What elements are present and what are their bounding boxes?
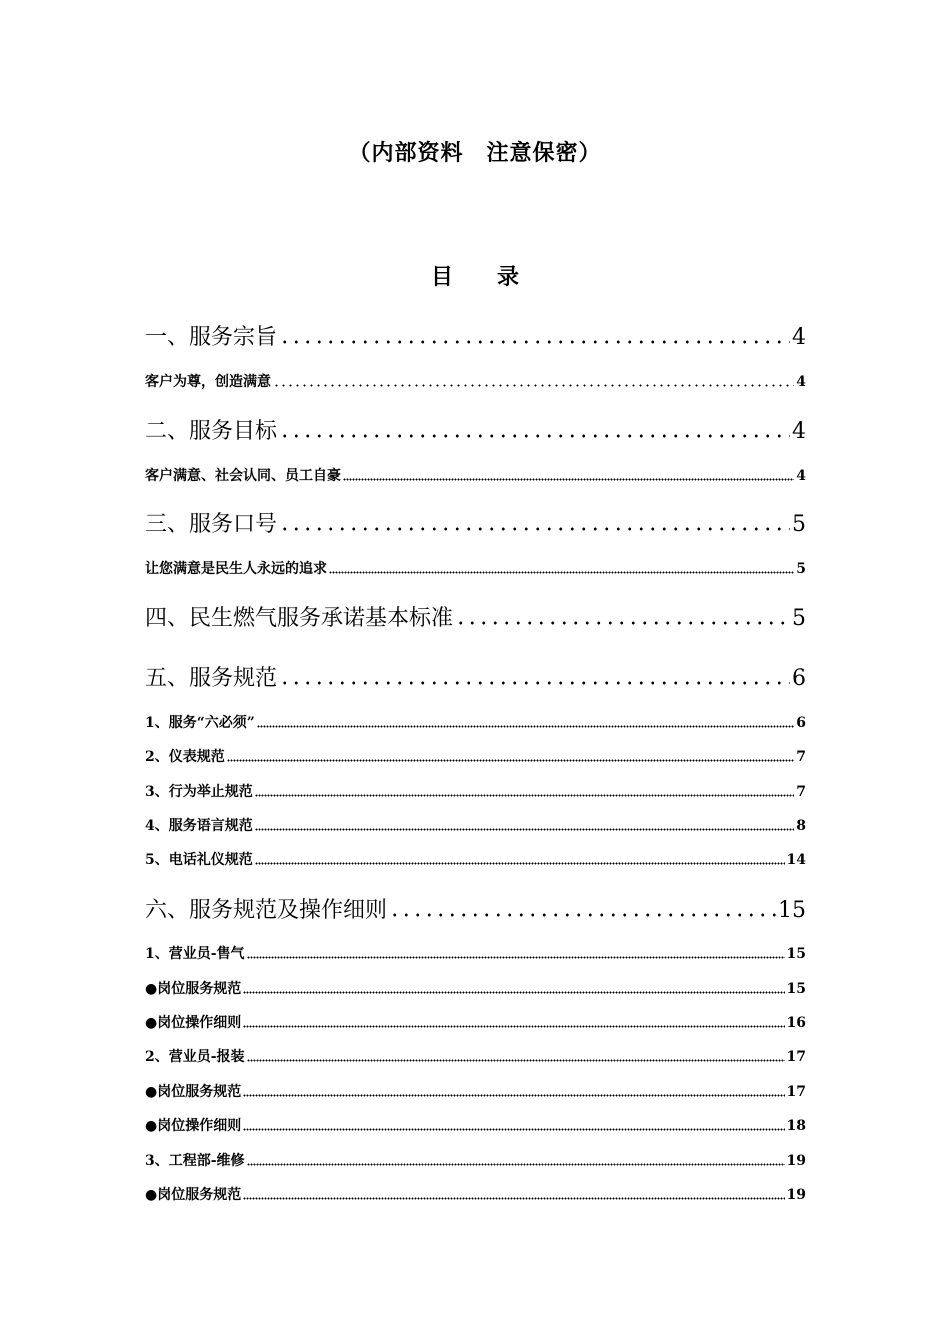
dot-leader	[257, 725, 794, 728]
toc-entry-service-standards[interactable]: 五、服务规范 6	[145, 666, 806, 691]
toc-entry-behavior[interactable]: 3、行为举止规范 7	[145, 784, 806, 800]
toc-entry-language[interactable]: 4、服务语言规范 8	[145, 818, 806, 834]
dot-leader	[329, 571, 794, 574]
toc-entry-post-service-1[interactable]: ●岗位服务规范 15	[145, 981, 806, 997]
dot-leader	[247, 1059, 785, 1062]
toc-entry-post-service-3[interactable]: ●岗位服务规范 19	[145, 1187, 806, 1203]
dot-leader	[279, 681, 790, 685]
dot-leader	[243, 991, 784, 994]
toc-entry-customer-satisfaction[interactable]: 客户满意、社会认同、员工自豪 4	[145, 468, 806, 484]
dot-leader	[247, 956, 785, 959]
confidential-note: （内部资料 注意保密）	[348, 140, 602, 166]
toc-entry-operation-details[interactable]: 六、服务规范及操作细则 15	[145, 898, 806, 923]
toc-entry-engineering-repair[interactable]: 3、工程部-维修 19	[145, 1153, 806, 1169]
dot-leader	[273, 384, 794, 387]
toc-entry-appearance[interactable]: 2、仪表规范 7	[145, 749, 806, 765]
dot-leader	[279, 527, 790, 531]
dot-leader	[389, 913, 776, 917]
toc-entry-sales-gas[interactable]: 1、营业员-售气 15	[145, 946, 806, 962]
dot-leader	[255, 862, 785, 865]
dot-leader	[279, 434, 790, 438]
toc-entry-sales-install[interactable]: 2、营业员-报装 17	[145, 1049, 806, 1065]
dot-leader	[247, 1163, 785, 1166]
toc-entry-post-operation-2[interactable]: ●岗位操作细则 18	[145, 1118, 806, 1134]
toc-entry-post-operation-1[interactable]: ●岗位操作细则 16	[145, 1015, 806, 1031]
dot-leader	[255, 828, 795, 831]
toc-title: 目 录	[430, 264, 519, 290]
dot-leader	[243, 1197, 784, 1200]
dot-leader	[279, 340, 790, 344]
dot-leader	[243, 1025, 784, 1028]
toc-entry-customer-first[interactable]: 客户为尊，创造满意 4	[145, 374, 806, 390]
toc-entry-six-musts[interactable]: 1、服务“六必须” 6	[145, 715, 806, 731]
dot-leader	[343, 478, 794, 481]
toc-entry-service-commitment[interactable]: 四、民生燃气服务承诺基本标准 5	[145, 606, 806, 631]
dot-leader	[243, 1094, 784, 1097]
toc-entry-slogan-text[interactable]: 让您满意是民生人永远的追求 5	[145, 561, 806, 577]
dot-leader	[455, 621, 790, 625]
dot-leader	[243, 1128, 784, 1131]
toc-entry-post-service-2[interactable]: ●岗位服务规范 17	[145, 1084, 806, 1100]
dot-leader	[227, 759, 795, 762]
dot-leader	[255, 794, 795, 797]
toc-entry-service-purpose[interactable]: 一、服务宗旨 4	[145, 325, 806, 350]
toc-entry-service-slogan[interactable]: 三、服务口号 5	[145, 512, 806, 537]
toc-entry-service-goal[interactable]: 二、服务目标 4	[145, 419, 806, 444]
toc-entry-phone-etiquette[interactable]: 5、电话礼仪规范 14	[145, 852, 806, 868]
